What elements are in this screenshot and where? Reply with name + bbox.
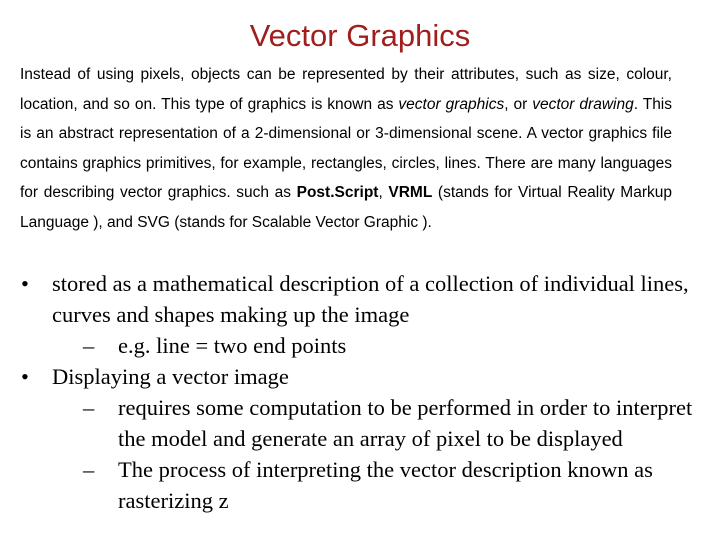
bullet-marker: • (21, 364, 29, 389)
intro-term-postscript: Post.Script (296, 184, 379, 201)
sub-bullet-marker: – (83, 333, 95, 358)
intro-term-vector-graphics: vector graphics (398, 95, 505, 113)
intro-paragraph (20, 60, 672, 237)
intro-text-5: (stands for Virtual Reality Markup Language ), and SVG (stands for Scalable Vector Graphic ). (20, 184, 672, 231)
slide-title: Vector Graphics (249, 18, 471, 53)
sub-bullet-text: requires some computation to be performed in order to interpret the model and generate an array of pixel to be displayed (118, 395, 693, 451)
sub-bullet-marker: – (83, 457, 95, 482)
sub-bullet-item (52, 454, 710, 516)
bullet-text: stored as a mathematical description of a collection of individual lines, curves and shapes making up the image (52, 271, 689, 327)
intro-term-vector-drawing: vector drawing (532, 95, 634, 113)
sub-bullet-text: e.g. line = two end points (118, 333, 347, 358)
bullet-item (20, 268, 710, 361)
bullet-item (20, 361, 710, 516)
bullet-marker: • (21, 271, 29, 296)
intro-text-1: Instead of using pixels, objects can be represented by their attributes, such as size, colour, location, and so on. This type of graphics is known as (20, 66, 672, 113)
sub-bullet-list (52, 392, 710, 516)
intro-text-3: . This is an abstract representation of a 2-dimensional or 3-dimensional scene. A vector graphics file contains graphics primitives, for example, rectangles, circles, lines. There are many languages for describing vector graphics. such as (20, 95, 673, 201)
sub-bullet-item (52, 392, 710, 454)
bullet-text: Displaying a vector image (52, 364, 289, 389)
bullet-list (20, 268, 710, 516)
intro-text-2: , or (504, 95, 533, 113)
intro-term-vrml: VRML (388, 184, 433, 201)
intro-text-4: , (378, 184, 389, 201)
sub-bullet-marker: – (83, 395, 95, 420)
sub-bullet-item (52, 330, 710, 361)
sub-bullet-text: The process of interpreting the vector description known as rasterizing z (118, 457, 653, 513)
sub-bullet-list (52, 330, 710, 361)
